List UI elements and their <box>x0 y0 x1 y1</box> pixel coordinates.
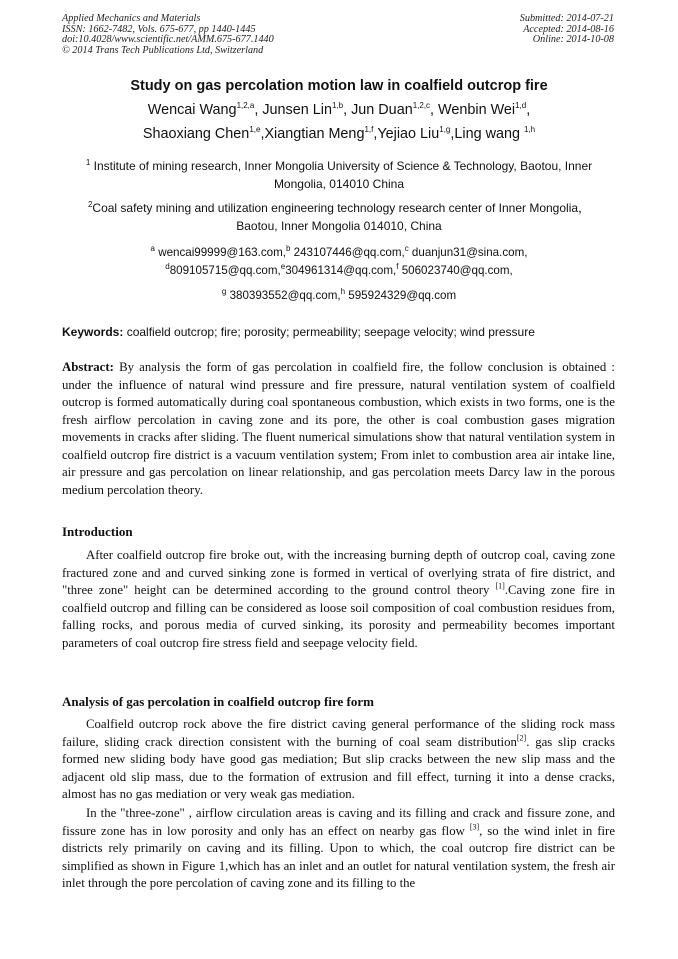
author-name: Wencai Wang <box>147 102 237 118</box>
submitted-date: Submitted: 2014-07-21 <box>519 13 614 24</box>
author-sup: 1,b <box>331 101 344 111</box>
section-heading-introduction: Introduction <box>62 524 133 539</box>
paper-title: Study on gas percolation motion law in coalfield outcrop fire <box>130 78 548 94</box>
email: 506023740@qq.com, <box>398 264 513 277</box>
paragraph-text: Coalfield outcrop rock above the fire district caving general performance of the sliding rock mass failure, sliding crack direction consistent with the burning of coal seam distribution <box>62 717 615 749</box>
email: duanjun31@sina.com, <box>408 246 528 259</box>
analysis-paragraph-1 <box>62 716 615 804</box>
email: 304961314@qq.com, <box>285 264 397 277</box>
email-sup: c <box>404 244 409 254</box>
author-sup: 1,h <box>523 125 536 135</box>
affiliation-1 <box>62 158 616 193</box>
email-sup: f <box>396 262 399 272</box>
author-sup: 1,f <box>364 125 374 135</box>
online-date: Online: 2014-10-08 <box>532 34 614 46</box>
keywords-text: coalfield outcrop; fire; porosity; permeability; seepage velocity; wind pressure <box>123 325 535 339</box>
author-sup: 1,2,c <box>412 101 431 111</box>
author-sup: 1,d <box>515 101 527 111</box>
email-sup: g <box>221 287 227 297</box>
author-name: Shaoxiang Chen <box>142 126 250 142</box>
dates-header <box>520 14 614 46</box>
affiliation-text: Mongolia, 014010 China <box>273 176 405 191</box>
paragraph-text: , so the wind inlet in fire districts rely primarily on caving and its filling. Upon to which, the coal outcrop fire district can be simplified as shown in Figure 1,which has an inlet and an outlet for natural ventilation system, the fresh air inlet through the pore percolation of caving zone and its filling to the <box>62 823 615 890</box>
journal-copyright: © 2014 Trans Tech Publications Ltd, Switzerland <box>62 44 264 56</box>
author-name: Junsen Lin <box>262 102 332 118</box>
email-sup: h <box>340 287 346 297</box>
email-sup: b <box>285 244 291 254</box>
citation: [3] <box>469 822 480 832</box>
emails-line-3 <box>62 286 616 306</box>
author-name: Jun Duan <box>351 102 413 118</box>
abstract <box>62 359 615 499</box>
abstract-text: By analysis the form of gas percolation in coalfield fire, the follow conclusion is obtained : under the influence of natural wind pressure and fire pressure, natural ventilation system of coalfield outcrop is formed automatically during coal spontaneous combustion, which exists in two forms, one is the fresh airflow percolation in caving zone and its pore, the other is coal combustion gases migration movements in cracks after sliding. The fluent numerical simulations show that natural ventilation system in coalfield outcrop fire district is a vacuum ventilation system; From inlet to combustion area air intake line, air pressure and gas percolation on linear relationship, and gas percolation meets Darcy law in the porous medium percolation theory. <box>62 360 615 497</box>
analysis-paragraph-2 <box>62 805 615 893</box>
author-sup: 1,2,a <box>236 101 255 111</box>
affiliation-text: Institute of mining research, Inner Mongolia University of Science & Technology, Baotou, Inner <box>90 159 593 173</box>
email: 809105715@qq.com, <box>169 264 281 277</box>
email-sup: e <box>280 262 286 272</box>
email-sup: d <box>165 262 170 272</box>
keywords <box>62 325 616 339</box>
email: 243107446@qq.com, <box>290 246 405 259</box>
author-sup: 1,g <box>439 125 451 135</box>
journal-header <box>62 14 274 56</box>
author-name: Yejiao Liu <box>377 126 440 142</box>
emails-line-2 <box>62 261 616 281</box>
emails-line-1 <box>62 243 616 263</box>
citation: [2] <box>516 733 527 743</box>
author-line-2: Shaoxiang Chen$^{1,e}$,Xiangtian Meng$^{1,f}$,Yejiao Liu$^{1,g}$,Ling wang $^{1,h}$ <box>142 125 536 142</box>
journal-doi: doi:10.4028/www.scientific.net/AMM.675-677.1440 <box>62 34 274 46</box>
paragraph-text: After coalfield outcrop fire broke out, with the increasing burning depth of outcrop coal, caving zone fractured zone and and curved sinking zone is formed in vertical of overlying strata of fire district, and "three zone" height can be determined according to the ground control theory <box>62 548 615 597</box>
journal-name: Applied Mechanics and Materials <box>62 13 201 24</box>
keywords-label: Keywords: <box>62 325 124 339</box>
author-name: Wenbin Wei <box>438 102 516 118</box>
affiliation-text: Coal safety mining and utilization engineering technology research center of Inner Mongolia， <box>92 201 591 215</box>
abstract-label: Abstract: <box>62 360 114 374</box>
affiliation-text: Baotou, Inner Mongolia 014010, China <box>236 218 442 233</box>
paragraph-text: . gas slip cracks formed new sliding body have good gas mediation; But slip cracks between the new slip mass and the adjacent old slip mass, due to the formation of extrusion and fill effect, turning it into a dense cracks, almost has no gas mediation or very weak gas mediation. <box>62 734 615 801</box>
email: 595924329@qq.com <box>345 289 457 302</box>
author-name: Ling wang <box>454 126 520 142</box>
affiliation-sup: 2 <box>87 200 93 209</box>
section-heading-analysis: Analysis of gas percolation in coalfield outcrop fire form <box>62 694 374 709</box>
email-sup: a <box>150 244 155 254</box>
author-name: Xiangtian Meng <box>264 126 365 142</box>
affiliation-sup: 1 <box>85 158 91 167</box>
paragraph-text: .Caving zone fire in coalfield outcrop and filling can be considered as loose soil composition of coal combustion residues from, falling rocks, and porous media of curved sinking, its porosity and permeability becomes important parameters of coal outcrop fire stress field and seepage velocity field. <box>62 583 615 650</box>
introduction-paragraph <box>62 547 615 652</box>
affiliation-2 <box>62 200 616 235</box>
paragraph-text: In the "three-zone" , airflow circulation areas is caving and its filling and crack and fissure zone, and fissure zone has in low porosity and only has an effect on nearby gas flow <box>62 806 615 838</box>
author-line-1: Wencai Wang$^{1,2,a}$, Junsen Lin$^{1,b}$, Jun Duan$^{1,2,c}$, Wenbin Wei$^{1,d}$, <box>147 101 531 118</box>
citation: [1] <box>495 581 505 591</box>
email: wencai99999@163.com, <box>154 246 286 259</box>
author-sup: 1,e <box>249 125 261 135</box>
accepted-date: Accepted: 2014-08-16 <box>523 23 614 35</box>
email: 380393552@qq.com, <box>226 289 341 302</box>
journal-issn: ISSN: 1662-7482, Vols. 675-677, pp 1440-1445 <box>62 23 256 35</box>
